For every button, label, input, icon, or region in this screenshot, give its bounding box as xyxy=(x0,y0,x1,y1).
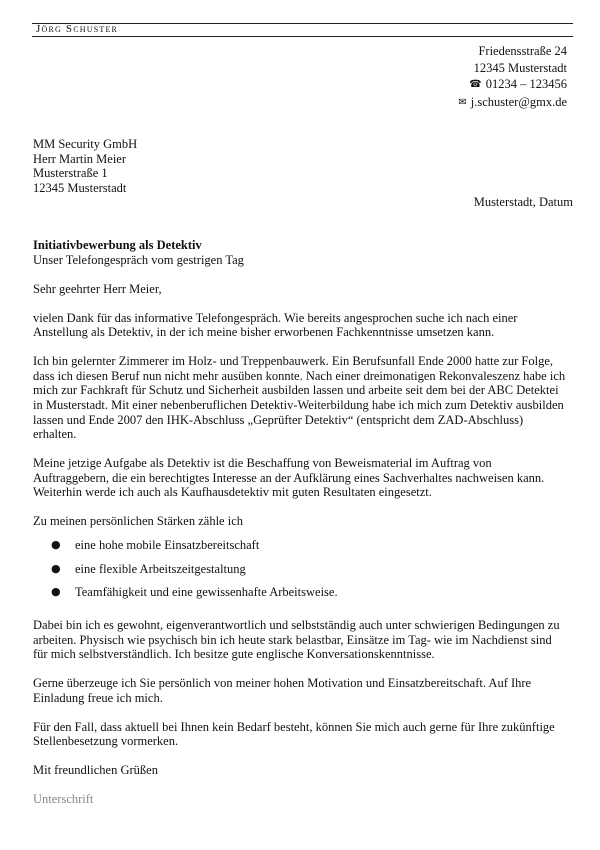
paragraph-line: Gerne überzeuge ich Sie persönlich von meiner hohen Motivation und Einsatzbereitschaft. Auf Ihre xyxy=(33,676,532,691)
paragraph-line: vielen Dank für das informative Telefongespräch. Wie bereits angesprochen suche ich nach einer xyxy=(33,310,518,325)
paragraph-line: Für den Fall, dass aktuell bei Ihnen kein Bedarf besteht, können Sie mich auch gerne für Ihre zukünftige xyxy=(33,719,555,734)
sender-phone: 01234 – 123456 xyxy=(485,77,567,91)
letter-body xyxy=(33,238,578,807)
recipient-street: Musterstraße 1 xyxy=(33,166,108,181)
recipient-person: Herr Martin Meier xyxy=(33,151,127,166)
sender-email[interactable]: j.schuster@gmx.de xyxy=(470,94,567,109)
list-item-text: eine flexible Arbeitszeitgestaltung xyxy=(75,561,246,576)
sender-city: 12345 Musterstadt xyxy=(473,60,567,75)
greeting-block xyxy=(33,763,578,778)
paragraph-1 xyxy=(33,311,578,340)
paragraph-3 xyxy=(33,456,578,500)
bullet-icon: ● xyxy=(51,585,61,599)
list-item-text: Teamfähigkeit und eine gewissenhafte Arbeitsweise. xyxy=(75,585,338,600)
recipient-address xyxy=(33,137,137,195)
paragraph-line: mich zur Fachkraft für Schutz und Sicherheit ausbilden lassen und arbeite seit dem bei der ABC Detektei xyxy=(33,383,559,398)
paragraph-line: Stellenbesetzung vormerken. xyxy=(33,734,179,749)
paragraph-line: Weiterhin werde ich auch als Kaufhausdetektiv mit guten Resultaten eingesetzt. xyxy=(33,485,432,500)
bullet-icon: ● xyxy=(51,561,61,575)
paragraph-line: lassen und Ende 2007 den IHK-Abschluss „Geprüfter Detektiv“ (entspricht dem ZAD-Abschluss) xyxy=(33,412,524,427)
closing-greeting: Mit freundlichen Grüßen xyxy=(33,763,158,778)
list-item xyxy=(33,585,578,600)
strengths-intro: Zu meinen persönlichen Stärken zähle ich xyxy=(33,514,243,529)
paragraph-line: Ich bin gelernter Zimmerer im Holz- und Treppenbauwerk. Ein Berufsunfall Ende 2000 hatte zur Folge, xyxy=(33,354,553,369)
paragraph-line: dass ich diesen Beruf nun nicht mehr ausüben konnte. Nach einer dreimonatigen Rekonvaleszenz habe ich xyxy=(33,368,566,383)
envelope-icon: ✉ xyxy=(458,96,467,108)
paragraph-line: in Musterstadt. Mit einer nebenberuflichen Detektiv-Weiterbildung habe ich mich zum Detektiv ausbilden xyxy=(33,397,564,412)
sender-name-header: Jörg Schuster xyxy=(36,23,119,35)
paragraph-6 xyxy=(33,720,578,749)
list-item xyxy=(33,538,578,553)
paragraph-line: arbeiten. Physisch wie psychisch bin ich heute stark belastbar, Einsätze im Tag- wie im Nachdienst sind xyxy=(33,632,552,647)
paragraph-line: Auftraggebern, die ein berechtigtes Interesse an der Aufklärung eines Sachverhaltes nachweisen kann. xyxy=(33,470,545,485)
list-item xyxy=(33,562,578,577)
paragraph-line: erhalten. xyxy=(33,427,77,442)
sender-phone-line xyxy=(458,76,567,94)
recipient-city: 12345 Musterstadt xyxy=(33,180,127,195)
paragraph-line: Anstellung als Detektiv, in der ich meine bisher erworbenen Fachkenntnisse umsetzen kann. xyxy=(33,325,495,340)
list-item-text: eine hohe mobile Einsatzbereitschaft xyxy=(75,537,260,552)
header-bottom-rule xyxy=(32,36,573,37)
paragraph-line: Dabei bin ich es gewohnt, eigenverantwortlich und selbstständig auch unter schwierigen Bedingungen zu xyxy=(33,618,560,633)
paragraph-2 xyxy=(33,354,578,442)
sender-address xyxy=(458,43,567,111)
salutation-block xyxy=(33,282,578,297)
sender-street: Friedensstraße 24 xyxy=(478,44,567,58)
signature-placeholder: Unterschrift xyxy=(33,792,94,807)
paragraph-5 xyxy=(33,676,578,705)
bullet-icon: ● xyxy=(51,537,61,551)
salutation: Sehr geehrter Herr Meier, xyxy=(33,281,162,296)
strengths-list xyxy=(33,538,578,600)
paragraph-line: Einladung freue ich mich. xyxy=(33,690,163,705)
recipient-company: MM Security GmbH xyxy=(33,137,138,151)
paragraph-4 xyxy=(33,618,578,662)
sender-email-line xyxy=(458,94,567,112)
subject-title: Initiativbewerbung als Detektiv xyxy=(33,238,202,252)
subject-reference: Unser Telefongespräch vom gestrigen Tag xyxy=(33,252,244,267)
letter-date: Musterstadt, Datum xyxy=(473,195,573,209)
strengths-intro-block xyxy=(33,514,578,529)
paragraph-line: Meine jetzige Aufgabe als Detektiv ist die Beschaffung von Beweismaterial im Auftrag von xyxy=(33,456,492,471)
paragraph-line: für mich selbstverständlich. Ich besitze gute englische Konversationskenntnisse. xyxy=(33,647,435,662)
subject-block xyxy=(33,238,578,267)
telephone-icon: ☎ xyxy=(469,79,482,90)
